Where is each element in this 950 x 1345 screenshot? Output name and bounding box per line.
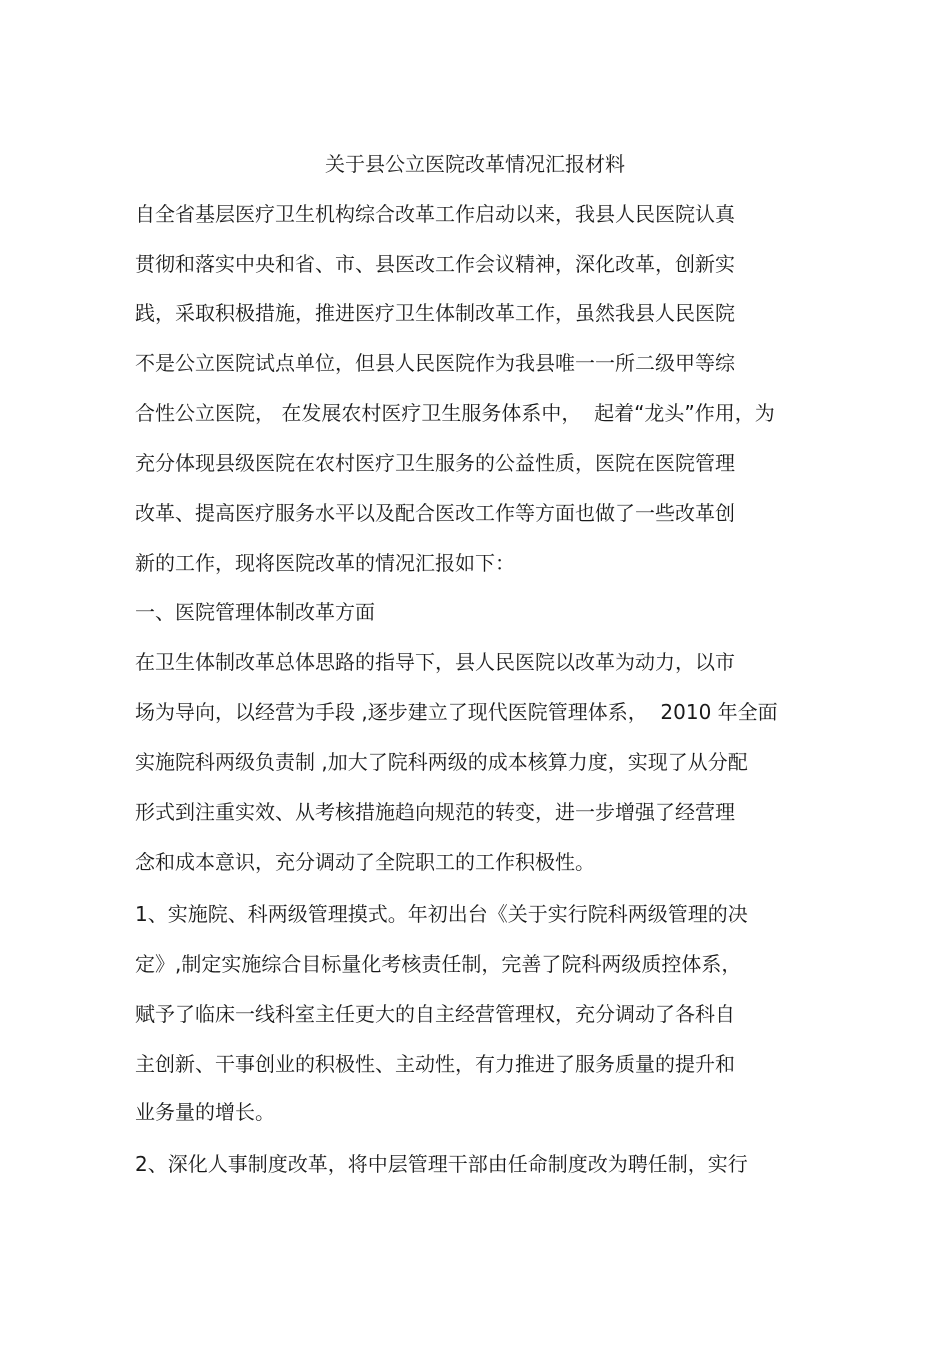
paragraph-line: 不是公立医院试点单位，但县人民医院作为我县唯一一所二级甲等综 (135, 351, 735, 375)
paragraph-line: 主创新、干事创业的积极性、主动性，有力推进了服务质量的提升和 (135, 1052, 735, 1076)
paragraph-line: 贯彻和落实中央和省、市、县医改工作会议精神，深化改革，创新实 (135, 252, 735, 276)
paragraph-line: 充分体现县级医院在农村医疗卫生服务的公益性质，医院在医院管理 (135, 451, 735, 475)
paragraph-line: 形式到注重实效、从考核措施趋向规范的转变，进一步增强了经营理 (135, 800, 735, 824)
paragraph-line: 践，采取积极措施，推进医疗卫生体制改革工作，虽然我县人民医院 (135, 301, 735, 325)
paragraph-line: 业务量的增长。 (135, 1100, 275, 1124)
paragraph-line: 1、实施院、科两级管理摸式。年初出台《关于实行院科两级管理的决 (135, 902, 748, 926)
paragraph-line: 实施院科两级负责制 ,加大了院科两级的成本核算力度，实现了从分配 (135, 750, 748, 774)
paragraph-line: 场为导向，以经营为手段 ,逐步建立了现代医院管理体系， 2010 年全面 (135, 700, 778, 724)
document-title: 关于县公立医院改革情况汇报材料 (325, 152, 625, 176)
paragraph-line: 改革、提高医疗服务水平以及配合医改工作等方面也做了一些改革创 (135, 501, 735, 525)
paragraph-line: 自全省基层医疗卫生机构综合改革工作启动以来，我县人民医院认真 (135, 202, 735, 226)
paragraph-line: 定》,制定实施综合目标量化考核责任制，完善了院科两级质控体系， (135, 952, 742, 976)
section-heading: 一、医院管理体制改革方面 (135, 600, 375, 624)
paragraph-line: 念和成本意识，充分调动了全院职工的工作积极性。 (135, 850, 595, 874)
paragraph-line: 合性公立医院， 在发展农村医疗卫生服务体系中， 起着“龙头”作用，为 (135, 401, 775, 425)
paragraph-line: 新的工作，现将医院改革的情况汇报如下： (135, 551, 515, 575)
paragraph-line: 在卫生体制改革总体思路的指导下，县人民医院以改革为动力，以市 (135, 650, 735, 674)
paragraph-line: 赋予了临床一线科室主任更大的自主经营管理权，充分调动了各科自 (135, 1002, 735, 1026)
paragraph-line: 2、深化人事制度改革，将中层管理干部由任命制度改为聘任制，实行 (135, 1152, 748, 1176)
